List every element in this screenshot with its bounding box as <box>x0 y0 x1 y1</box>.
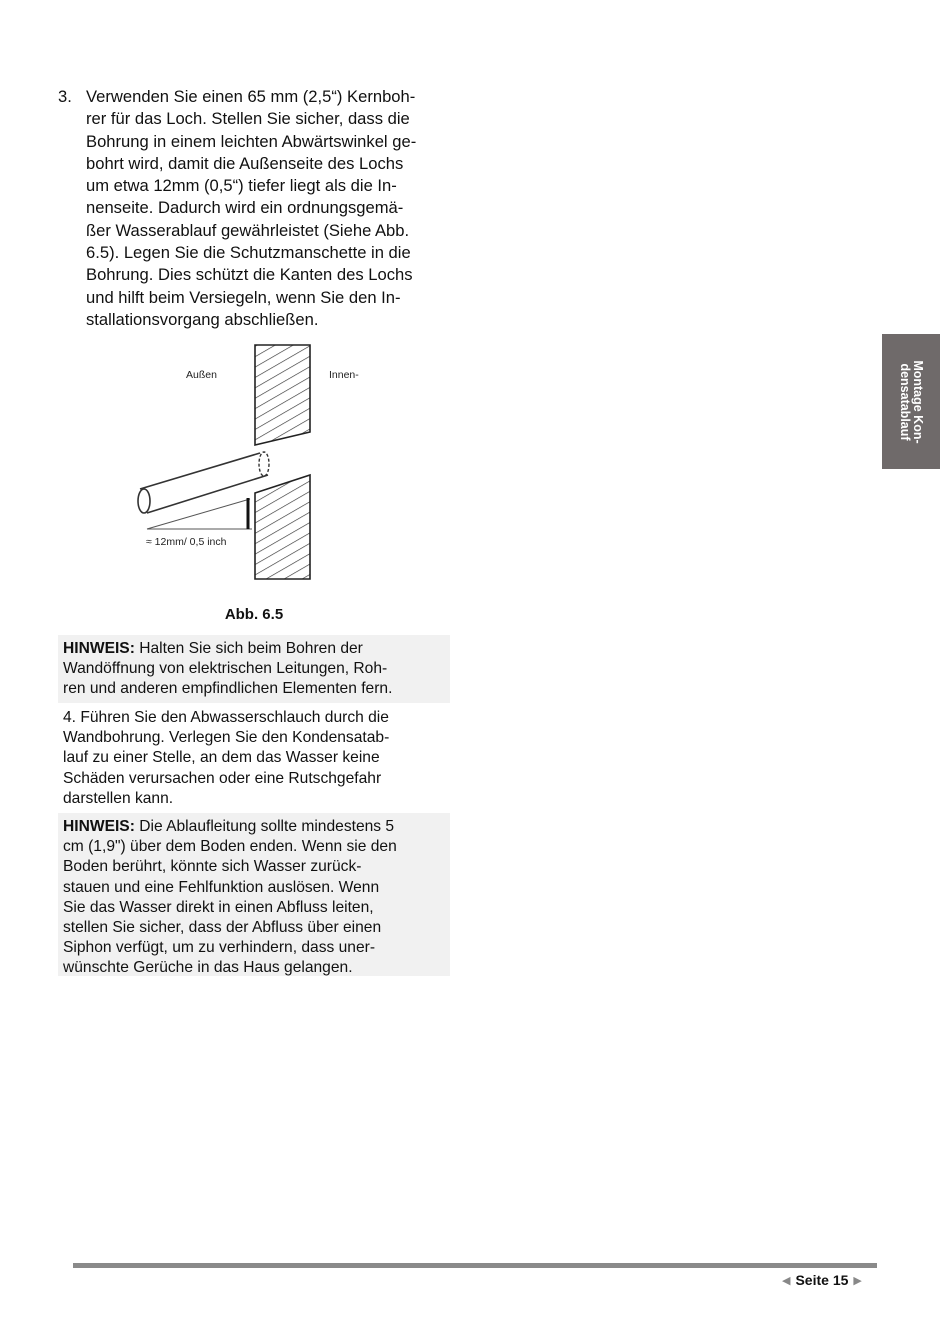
slope-indicator <box>147 498 252 529</box>
wall-lower <box>255 475 310 579</box>
figure-drill-angle <box>130 335 380 585</box>
section-side-tab-label: Montage Kon- densatablauf <box>898 359 925 444</box>
step-4-text: 4. Führen Sie den Abwasserschlauch durch die Wandbohrung. Verlegen Sie den Kondensatab- lauf zu einer Stelle, an dem das Wasser keine Schäden verursachen oder eine Rutschgefahr darstellen kann. <box>63 709 390 807</box>
page-number: Seite 15 <box>795 1272 849 1288</box>
step-3-text: Verwenden Sie einen 65 mm (2,5“) Kernboh- rer für das Loch. Stellen Sie sicher, dass die Bohrung in einem leichten Abwärtswinkel ge- bohrt wird, damit die Außenseite des Lochs um etwa 12mm (0,5“) tiefer liegt als die In- nenseite. Dadurch wird ein ordnungsgemä- ßer Wasserablauf gewährleistet (Siehe Abb. 6.5). Legen Sie die Schutzmanschette in die Bohrung. Dies schützt die Kanten des Lochs und hilft beim Versiegeln, wenn Sie den In- stallationsvorgang abschließen. <box>86 87 417 329</box>
note-label: HINWEIS: <box>63 818 135 835</box>
label-inside: Innen- <box>329 369 359 381</box>
wall-pipe-diagram <box>130 335 380 585</box>
figure-caption: Abb. 6.5 <box>224 606 284 623</box>
step-number: 3. <box>58 87 72 106</box>
label-drop: ≈ 12mm/ 0,5 inch <box>146 536 227 548</box>
note-box-drain <box>58 813 450 976</box>
note-label: HINWEIS: <box>63 640 135 657</box>
label-outside: Außen <box>186 369 217 381</box>
note-text: Halten Sie sich beim Bohren der Wandöffnung von elektrischen Leitungen, Roh- ren und anderen empfindlichen Elementen fern. <box>63 640 393 698</box>
step-3 <box>58 86 448 331</box>
footer-divider <box>73 1263 877 1268</box>
note-text: Die Ablaufleitung sollte mindestens 5 cm (1,9") über dem Boden enden. Wenn sie den Boden berührt, könnte sich Wasser zurück- stauen und eine Fehlfunktion auslösen. Wenn Sie das Wasser direkt in einen Abfluss leiten, stellen Sie sicher, dass der Abfluss über einen Siphon verfügt, um zu verhindern, dass uner- wünschte Gerüche in das Haus gelangen. <box>63 818 397 977</box>
triangle-left-icon[interactable]: ◀ <box>782 1274 791 1287</box>
note-box-drilling <box>58 635 450 703</box>
page-footer <box>782 1270 862 1290</box>
section-side-tab <box>882 334 940 469</box>
triangle-right-icon[interactable]: ▶ <box>853 1274 862 1287</box>
wall-upper <box>255 345 310 445</box>
